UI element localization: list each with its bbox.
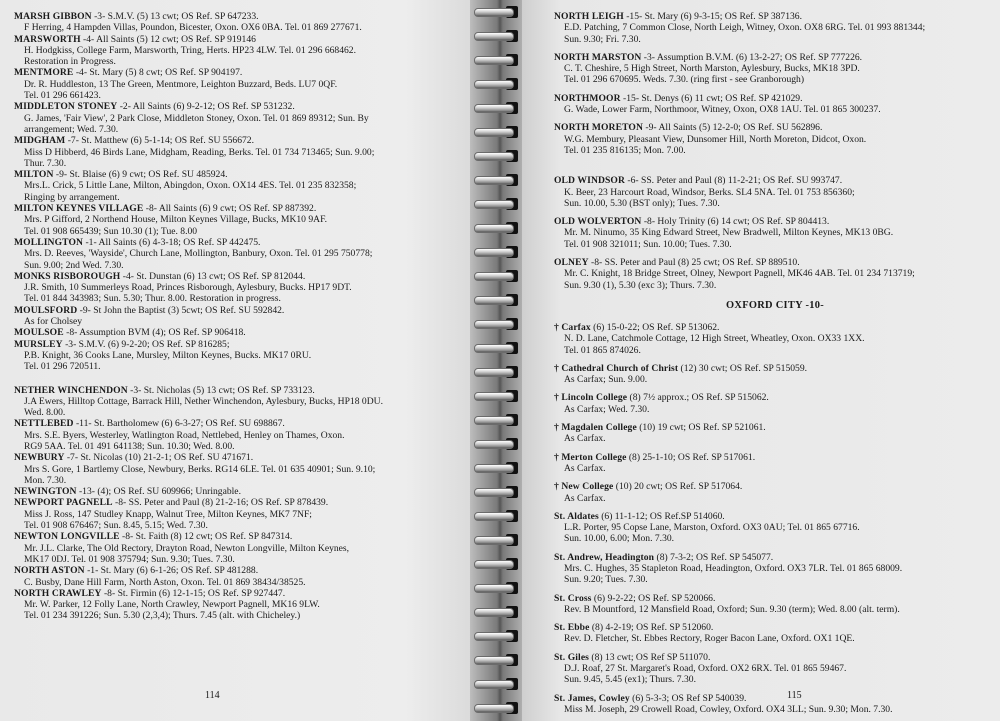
spiral-coil-icon (474, 174, 520, 186)
entry-heading-line (554, 11, 996, 22)
tower-entry (554, 511, 996, 545)
tower-entry (554, 481, 996, 504)
tower-name: MENTMORE (14, 67, 74, 79)
contact-line: Sun. 10.00, 5.30 (BST only); Tues. 7.30. (564, 197, 720, 209)
tower-entry (554, 216, 996, 250)
tower-name: OLD WOLVERTON (554, 216, 642, 228)
entry-heading-line (554, 216, 996, 227)
left-page-number: 114 (205, 690, 220, 701)
contact-line: Tel. 01 865 874026. (564, 344, 641, 356)
tower-name: MARSH GIBBON (14, 11, 92, 22)
contact-line: As for Cholsey (24, 316, 83, 328)
spiral-coil-icon (474, 318, 520, 330)
entry-heading-line (14, 67, 472, 78)
tower-name: NORTHMOOR (554, 92, 621, 104)
contact-line: As Carfax. (564, 492, 606, 504)
spiral-coil-icon (474, 582, 520, 594)
tower-name: MOULSFORD (14, 304, 78, 316)
tower-entry (554, 422, 996, 445)
tower-entry (554, 322, 996, 356)
tower-entry (14, 418, 472, 452)
contact-line: Rev. D. Fletcher, St. Ebbes Rectory, Roger Bacon Lane, Oxford. OX1 1QE. (564, 633, 855, 645)
contact-line: Tel. 01 296 720511. (24, 361, 101, 373)
spiral-coil-icon (474, 126, 520, 138)
tower-name: OLD WINDSOR (554, 175, 626, 187)
entry-heading-line (14, 34, 472, 45)
entry-heading-line (14, 497, 472, 508)
contact-line: Tel. 01 296 670695. Weds. 7.30. (ring first - see Granborough) (564, 74, 805, 86)
contact-line: G. James, 'Fair View', 2 Park Close, Middleton Stoney, Oxon. Tel. 01 869 89312; Sun. By (24, 112, 369, 124)
tower-details: -8- Assumption BVM (4); OS Ref. SP 906418. (63, 327, 246, 339)
entry-heading-line (14, 418, 472, 429)
tower-name: St. Ebbe (554, 622, 590, 634)
section-title-oxford-city: OXFORD CITY -10- (726, 299, 824, 311)
contact-line: L.R. Porter, 95 Copse Lane, Marston, Oxford. OX3 0AU; Tel. 01 865 67716. (564, 522, 860, 534)
entry-heading-line (14, 237, 472, 248)
section-gap (554, 163, 996, 175)
contact-line: Mrs. D. Reeves, 'Wayside', Church Lane, Mollington, Banbury, Oxon. Tel. 01 295 750778; (24, 248, 373, 260)
spiral-coil-icon (474, 678, 520, 690)
tower-entry (14, 588, 472, 622)
spiral-coil-icon (474, 438, 520, 450)
contact-line: Ringing by arrangement. (24, 191, 120, 203)
contact-line: F Herring, 4 Hampden Villas, Poundon, Bicester, Oxon. OX6 0BA. Tel. 01 869 277671. (24, 22, 362, 34)
contact-line: Sun. 9.30; Fri. 7.30. (564, 33, 641, 45)
tower-entry (14, 565, 472, 588)
tower-name: † Merton College (554, 451, 627, 463)
contact-line: Mr. W. Parker, 12 Folly Lane, North Crawley, Newport Pagnell, MK16 9LW. (24, 599, 320, 611)
contact-line: Mrs. P Gifford, 2 Northend House, Milton Keynes Village, Bucks, MK10 9AF. (24, 214, 328, 226)
entry-heading-line (14, 339, 472, 350)
tower-details: -15- St. Mary (6) 9-3-15; OS Ref. SP 387136. (623, 11, 802, 22)
contact-line: Tel. 01 908 665439; Sun 10.30 (1); Tue. 8.00 (24, 225, 198, 237)
tower-entry (554, 622, 996, 645)
contact-line: Restoration in Progress. (24, 56, 116, 68)
contact-line: Sun. 9.20; Tues. 7.30. (564, 574, 648, 586)
entry-heading-line (14, 327, 472, 338)
contact-line: K. Beer, 23 Harcourt Road, Windsor, Berks. SL4 5NA. Tel. 01 753 856360; (564, 186, 855, 198)
spiral-coil-icon (474, 366, 520, 378)
left-page (0, 0, 478, 721)
tower-details: -6- SS. Peter and Paul (8) 11-2-21; OS Ref. SU 993747. (625, 175, 843, 187)
tower-entry (554, 392, 996, 415)
tower-entry (554, 52, 996, 86)
tower-details: -4- All Saints (5) 12 cwt; OS Ref. SP 919146 (80, 33, 256, 45)
spiral-coil-icon (474, 414, 520, 426)
contact-line: Tel. 01 296 661423. (24, 90, 101, 102)
entry-heading-line (14, 203, 472, 214)
contact-line: Mrs. S.E. Byers, Westerley, Watlington Road, Nettlebed, Henley on Thames, Oxon. (24, 429, 345, 441)
spiral-coil-icon (474, 246, 520, 258)
tower-name: † New College (554, 481, 614, 493)
spiral-coil-icon (474, 150, 520, 162)
contact-line: Wed. 8.00. (24, 407, 66, 419)
contact-line: As Carfax. (564, 462, 606, 474)
tower-details: (10) 19 cwt; OS Ref. SP 521061. (636, 422, 766, 434)
spiral-coil-icon (474, 390, 520, 402)
contact-line: P.B. Knight, 36 Cooks Lane, Mursley, Milton Keynes, Bucks. MK17 0RU. (24, 349, 312, 361)
contact-line: W.G. Membury, Pleasant View, Dunsomer Hill, North Moreton, Didcot, Oxon. (564, 133, 867, 145)
spiral-coil-icon (474, 654, 520, 666)
spiral-coil-icon (474, 30, 520, 42)
spiral-coil-icon (474, 294, 520, 306)
entry-heading-line (14, 271, 472, 282)
tower-details: -8- All Saints (6) 9 cwt; OS Ref. SP 887392. (143, 203, 317, 215)
contact-line: Mon. 7.30. (24, 474, 67, 486)
entry-heading-line (554, 52, 996, 63)
tower-details: -13- (4); OS Ref. SU 609966; Unringable. (76, 486, 241, 498)
spiral-coil-icon (474, 510, 520, 522)
tower-entry (14, 135, 472, 169)
right-page-content (554, 11, 996, 721)
entry-heading-line (14, 11, 472, 22)
tower-entry (14, 531, 472, 565)
tower-name: MURSLEY (14, 338, 63, 350)
entry-heading-line (554, 322, 996, 333)
contact-line: Tel. 01 235 816135; Mon. 7.00. (564, 144, 686, 156)
contact-line: C. Busby, Dane Hill Farm, North Aston, Oxon. Tel. 01 869 38434/38525. (24, 576, 306, 588)
tower-details: (8) 25-1-10; OS Ref. SP 517061. (626, 451, 756, 463)
entry-heading-line (14, 169, 472, 180)
tower-name: NEWBURY (14, 452, 65, 464)
tower-name: NORTH CRAWLEY (14, 587, 102, 599)
tower-name: MILTON (14, 169, 54, 181)
tower-name: St. James, Cowley (554, 692, 630, 704)
tower-entry (14, 497, 472, 531)
section-gap (14, 373, 472, 385)
tower-details: -7- St. Nicolas (10) 21-2-1; OS Ref. SU 471671. (64, 452, 254, 464)
tower-entry (554, 257, 996, 291)
contact-line: Thur. 7.30. (24, 157, 67, 169)
tower-details: -9- St. Blaise (6) 9 cwt; OS Ref. SU 485924. (53, 169, 228, 181)
contact-line: D.J. Roaf, 27 St. Margaret's Road, Oxford. OX2 6RX. Tel. 01 865 59467. (564, 663, 847, 675)
contact-line: Sun. 10.00, 6.00; Mon. 7.30. (564, 533, 675, 545)
contact-line: Miss D Hibberd, 46 Birds Lane, Midgham, Reading, Berks. Tel. 01 734 713465; Sun. 9.00; (24, 146, 375, 158)
tower-details: -7- St. Matthew (6) 5-1-14; OS Ref. SU 556672. (65, 135, 254, 147)
contact-line: Mrs. C. Hughes, 35 Stapleton Road, Headington, Oxford. OX3 7LR. Tel. 01 865 68009. (564, 562, 903, 574)
tower-details: (6) 15-0-22; OS Ref. SP 513062. (590, 321, 720, 333)
entry-heading-line (554, 452, 996, 463)
spiral-coil-icon (474, 702, 520, 714)
tower-name: NEWPORT PAGNELL (14, 497, 113, 509)
contact-line: N. D. Lane, Catchmole Cottage, 12 High Street, Wheatley, Oxon. OX33 1XX. (564, 333, 865, 345)
tower-entry (554, 11, 996, 45)
contact-line: Mr. C. Knight, 18 Bridge Street, Olney, Newport Pagnell, MK46 4AB. Tel. 01 234 713719; (564, 268, 915, 280)
tower-entry (14, 486, 472, 497)
entry-heading-line (554, 652, 996, 663)
entry-heading-line (14, 385, 472, 396)
tower-name: NORTH ASTON (14, 565, 85, 577)
entry-heading-line (14, 305, 472, 316)
tower-entry (554, 552, 996, 586)
contact-line: arrangement; Wed. 7.30. (24, 123, 119, 135)
spiral-coil-icon (474, 6, 520, 18)
tower-entry (14, 203, 472, 237)
entry-heading-line (554, 175, 996, 186)
tower-entry (554, 693, 996, 716)
tower-entry (554, 652, 996, 686)
contact-line: Mrs.L. Crick, 5 Little Lane, Milton, Abingdon, Oxon. OX14 4ES. Tel. 01 235 832358; (24, 180, 357, 192)
entry-heading-line (554, 693, 996, 704)
tower-details: -4- St. Dunstan (6) 13 cwt; OS Ref. SP 812044. (120, 270, 306, 282)
entry-heading-line (14, 588, 472, 599)
contact-line: Mrs S. Gore, 1 Bartlemy Close, Newbury, Berks. RG14 6LE. Tel. 01 635 40901; Sun. 9.10; (24, 463, 376, 475)
tower-entry (14, 327, 472, 338)
tower-details: -1- St. Mary (6) 6-1-26; OS Ref. SP 481288. (84, 565, 259, 577)
tower-name: St. Aldates (554, 510, 599, 522)
tower-name: NEWINGTON (14, 486, 77, 498)
tower-entry (14, 11, 472, 34)
contact-line: E.D. Patching, 7 Common Close, North Leigh, Witney, Oxon. OX8 6RG. Tel. 01 993 881344; (564, 22, 926, 34)
tower-details: -3- St. Nicholas (5) 13 cwt; OS Ref. SP 733123. (127, 384, 315, 396)
tower-entry (14, 101, 472, 135)
tower-name: NORTH MORETON (554, 122, 644, 134)
tower-name: MIDDLETON STONEY (14, 101, 118, 113)
entry-heading-line (14, 101, 472, 112)
spiral-coil-icon (474, 534, 520, 546)
tower-name: NORTH LEIGH (554, 11, 624, 22)
tower-details: -3- S.M.V. (6) 9-2-20; OS Ref. SP 816285; (62, 338, 230, 350)
contact-line: As Carfax. (564, 433, 606, 445)
entry-heading-line (14, 565, 472, 576)
right-page-number: 115 (787, 690, 802, 701)
tower-details: -3- S.M.V. (5) 13 cwt; OS Ref. SP 647233. (91, 11, 259, 22)
tower-details: -1- All Saints (6) 4-3-18; OS Ref. SP 442475. (83, 236, 261, 248)
entry-heading-line (554, 257, 996, 268)
contact-line: Tel. 01 844 343983; Sun. 5.30; Thur. 8.00. Restoration in progress. (24, 293, 281, 305)
entry-heading-line (14, 452, 472, 463)
contact-line: MK17 0DJ. Tel. 01 908 375794; Sun. 9.30; Tues. 7.30. (24, 553, 235, 565)
right-page-entries-city (554, 322, 996, 715)
contact-line: Miss J. Ross, 147 Studley Knapp, Walnut Tree, Milton Keynes, MK7 7NF; (24, 508, 312, 520)
entry-heading-line (14, 486, 472, 497)
tower-details: (8) 13 cwt; OS Ref SP 511070. (589, 651, 711, 663)
tower-entry (554, 175, 996, 209)
entry-heading-line (554, 392, 996, 403)
tower-entry (14, 452, 472, 486)
contact-line: Dr. R. Huddleston, 13 The Green, Mentmore, Leighton Buzzard, Beds. LU7 0QF. (24, 78, 338, 90)
spiral-coil-icon (474, 558, 520, 570)
contact-line: G. Wade, Lower Farm, Northmoor, Witney, Oxon, OX8 1AU. Tel. 01 865 300237. (564, 104, 881, 116)
tower-name: MONKS RISBOROUGH (14, 270, 121, 282)
tower-details: -4- St. Mary (5) 8 cwt; OS Ref. SP 904197. (73, 67, 243, 79)
entry-heading-line (554, 622, 996, 633)
contact-line: Tel. 01 908 676467; Sun. 8.45, 5.15; Wed. 7.30. (24, 520, 208, 532)
tower-name: OLNEY (554, 257, 589, 269)
tower-name: MOLLINGTON (14, 236, 84, 248)
tower-details: -2- All Saints (6) 9-2-12; OS Ref. SP 531232. (117, 101, 295, 113)
tower-name: St. Giles (554, 651, 590, 663)
entry-heading-line (554, 363, 996, 374)
tower-entry (554, 122, 996, 156)
entry-heading-line (554, 552, 996, 563)
spiral-coil-icon (474, 342, 520, 354)
tower-details: -11- St. Bartholomew (6) 6-3-27; OS Ref. SU 698867. (73, 418, 285, 430)
entry-heading-line (554, 481, 996, 492)
contact-line: Sun. 9.00; 2nd Wed. 7.30. (24, 259, 124, 271)
contact-line: As Carfax; Sun. 9.00. (564, 374, 648, 386)
tower-name: NORTH MARSTON (554, 51, 642, 63)
tower-entry (14, 237, 472, 271)
contact-line: Mr. J.L. Clarke, The Old Rectory, Drayton Road, Newton Longville, Milton Keynes, (24, 542, 350, 554)
right-page-entries-top (554, 11, 996, 291)
contact-line: Rev. B Mountford, 12 Mansfield Road, Oxford; Sun. 9.30 (term); Wed. 8.00 (alt. term). (564, 603, 900, 615)
spiral-coil-icon (474, 78, 520, 90)
tower-entry (14, 169, 472, 203)
contact-line: C. T. Cheshire, 5 High Street, North Marston, Aylesbury, Bucks, MK18 3PD. (564, 63, 860, 75)
contact-line: Mr. M. Ninumo, 35 King Edward Street, New Bradwell, Milton Keynes, MK13 0BG. (564, 227, 894, 239)
tower-name: MILTON KEYNES VILLAGE (14, 203, 144, 215)
tower-details: -8- SS. Peter and Paul (8) 21-2-16; OS Ref. SP 878439. (112, 497, 329, 509)
entry-heading-line (554, 122, 996, 133)
entry-heading-line (554, 422, 996, 433)
tower-entry (14, 34, 472, 68)
contact-line: Sun. 9.30 (1), 5.30 (exc 3); Thurs. 7.30. (564, 279, 717, 291)
right-page (522, 0, 1000, 721)
entry-heading-line (554, 593, 996, 604)
entry-heading-line (14, 531, 472, 542)
tower-name: NETHER WINCHENDON (14, 384, 128, 396)
tower-details: -9- St John the Baptist (3) 5cwt; OS Ref. SU 592842. (77, 304, 285, 316)
tower-details: (10) 20 cwt; OS Ref. SP 517064. (613, 481, 743, 493)
left-page-entries (14, 11, 472, 622)
tower-name: † Cathedral Church of Christ (554, 362, 679, 374)
contact-line: Sun. 9.45, 5.45 (ex1); Thurs. 7.30. (564, 674, 696, 686)
spiral-coil-icon (474, 606, 520, 618)
spiral-coil-icon (474, 102, 520, 114)
entry-heading-line (554, 511, 996, 522)
tower-entry (14, 305, 472, 328)
contact-line: As Carfax; Wed. 7.30. (564, 403, 650, 415)
tower-entry (14, 271, 472, 305)
tower-details: -15- St. Denys (6) 11 cwt; OS Ref. SP 421029. (620, 92, 803, 104)
tower-details: -8- SS. Peter and Paul (8) 25 cwt; OS Ref. SP 889510. (588, 257, 800, 269)
tower-entry (554, 93, 996, 116)
spiral-coil-icon (474, 486, 520, 498)
contact-line: J.A Ewers, Hilltop Cottage, Barrack Hill, Nether Winchendon, Aylesbury, Bucks, HP18 0DU. (24, 395, 383, 407)
tower-details: (6) 11-1-12; OS Ref.SP 514060. (598, 510, 725, 522)
tower-details: (8) 7-3-2; OS Ref. SP 545077. (654, 551, 774, 563)
tower-entry (554, 593, 996, 616)
entry-heading-line (554, 93, 996, 104)
tower-name: MIDGHAM (14, 135, 66, 147)
contact-line: Miss M. Joseph, 29 Crowell Road, Cowley, Oxford. OX4 3LL; Sun. 9.30; Mon. 7.30. (564, 703, 893, 715)
contact-line: Tel. 01 908 321011; Sun. 10.00; Tues. 7.30. (564, 238, 732, 250)
tower-entry (14, 339, 472, 373)
tower-details: -8- Holy Trinity (6) 14 cwt; OS Ref. SP 804413. (641, 216, 830, 228)
tower-name: † Lincoln College (554, 392, 628, 404)
tower-entry (14, 67, 472, 101)
entry-heading-line (14, 135, 472, 146)
tower-details: (6) 9-2-22; OS Ref. SP 520066. (591, 592, 716, 604)
spiral-coil-icon (474, 462, 520, 474)
tower-details: -8- St. Firmin (6) 12-1-15; OS Ref. SP 927447. (101, 587, 286, 599)
tower-entry (14, 385, 472, 419)
tower-details: -3- Assumption B.V.M. (6) 13-2-27; OS Ref. SP 777226. (641, 51, 863, 63)
spiral-coil-icon (474, 270, 520, 282)
contact-line: Tel. 01 234 391226; Sun. 5.30 (2,3,4); Thurs. 7.45 (alt. with Chicheley.) (24, 610, 301, 622)
tower-name: NETTLEBED (14, 418, 74, 430)
tower-name: † Magdalen College (554, 422, 637, 434)
tower-details: (8) 7½ approx.; OS Ref. SP 515062. (627, 392, 769, 404)
contact-line: RG9 5AA. Tel. 01 491 641138; Sun. 10.30; Wed. 8.00. (24, 440, 235, 452)
spiral-coil-icon (474, 630, 520, 642)
tower-name: NEWTON LONGVILLE (14, 531, 120, 543)
contact-line: J.R. Smith, 10 Summerleys Road, Princes Risborough, Aylesbury, Bucks. HP17 9DT. (24, 282, 352, 294)
tower-details: (12) 30 cwt; OS Ref. SP 515059. (678, 362, 808, 374)
tower-details: (8) 4-2-19; OS Ref. SP 512060. (589, 622, 714, 634)
tower-name: St. Cross (554, 592, 592, 604)
tower-details: (6) 5-3-3; OS Ref SP 540039. (629, 692, 747, 704)
tower-name: MOULSOE (14, 327, 64, 339)
tower-entry (554, 363, 996, 386)
spiral-coil-icon (474, 222, 520, 234)
tower-name: MARSWORTH (14, 33, 81, 45)
tower-details: -8- St. Faith (8) 12 cwt; OS Ref. SP 847314. (119, 531, 293, 543)
tower-entry (554, 452, 996, 475)
tower-name: St. Andrew, Headington (554, 551, 655, 563)
spiral-coil-icon (474, 54, 520, 66)
spiral-coil-icon (474, 198, 520, 210)
tower-name: † Carfax (554, 321, 591, 333)
contact-line: H. Hodgkiss, College Farm, Marsworth, Tring, Herts. HP23 4LW. Tel. 01 296 668462. (24, 44, 356, 56)
tower-details: -9- All Saints (5) 12-2-0; OS Ref. SU 562896. (643, 122, 823, 134)
